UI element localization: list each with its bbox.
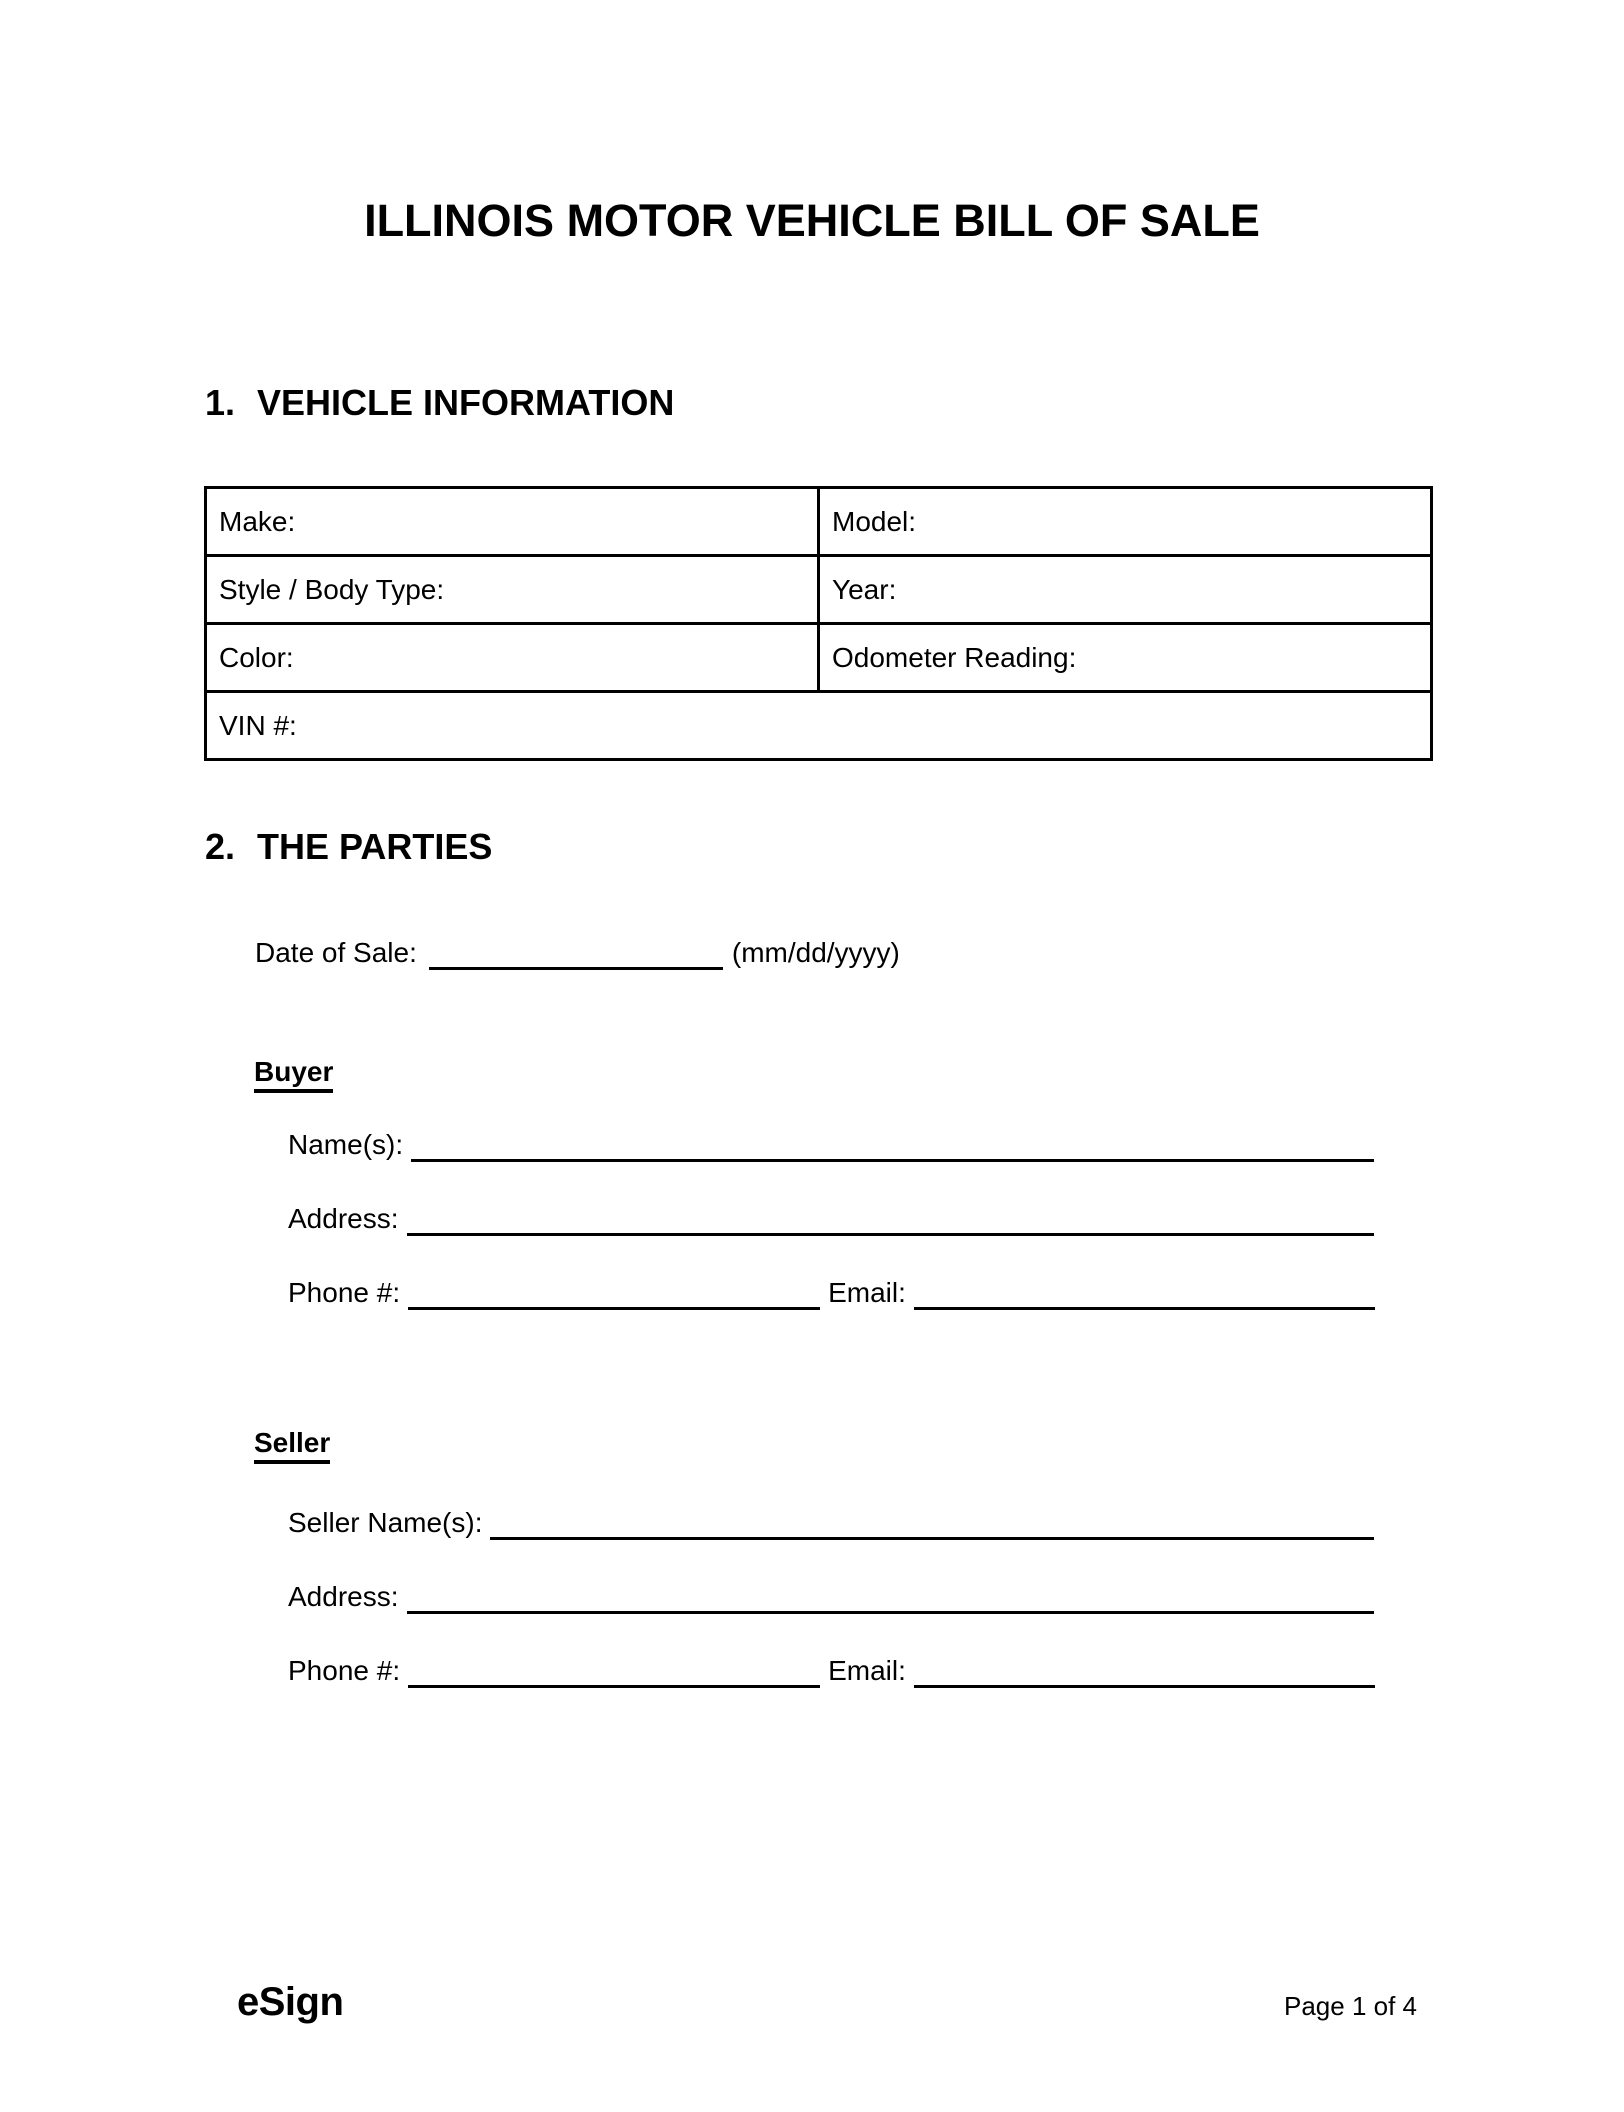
seller-address-row: [288, 1580, 1374, 1614]
odometer-reading-field-cell[interactable]: Odometer Reading:: [819, 624, 1432, 692]
vehicle-info-table: [204, 486, 1433, 761]
buyer-name-input-line[interactable]: [411, 1128, 1374, 1162]
buyer-email-input-line[interactable]: [914, 1276, 1375, 1310]
table-row: [206, 692, 1432, 760]
vin-field-cell[interactable]: VIN #:: [206, 692, 1432, 760]
section-title: VEHICLE INFORMATION: [257, 382, 675, 423]
seller-name-label: Seller Name(s):: [288, 1507, 483, 1538]
seller-phone-email-row: [288, 1654, 1375, 1688]
date-format-hint: (mm/dd/yyyy): [731, 937, 900, 968]
document-title: ILLINOIS MOTOR VEHICLE BILL OF SALE: [364, 195, 1260, 246]
date-of-sale-input-line[interactable]: [429, 936, 723, 970]
seller-section-heading: Seller: [254, 1428, 330, 1464]
seller-email-input-line[interactable]: [914, 1654, 1375, 1688]
date-of-sale-label: Date of Sale:: [255, 937, 417, 968]
section-heading-vehicle-information: [205, 382, 675, 423]
make-field-cell[interactable]: Make:: [206, 488, 819, 556]
page-indicator: Page 1 of 4: [1284, 1991, 1417, 2021]
section-heading-the-parties: [205, 826, 493, 867]
buyer-phone-email-row: [288, 1276, 1375, 1310]
seller-email-label: Email:: [828, 1655, 906, 1686]
table-row: [206, 556, 1432, 624]
buyer-name-row: [288, 1128, 1374, 1162]
model-field-cell[interactable]: Model:: [819, 488, 1432, 556]
buyer-address-row: [288, 1202, 1374, 1236]
section-number: 1.: [205, 382, 236, 423]
seller-phone-input-line[interactable]: [408, 1654, 820, 1688]
table-row: [206, 488, 1432, 556]
seller-phone-label: Phone #:: [288, 1655, 401, 1686]
seller-address-label: Address:: [288, 1581, 399, 1612]
seller-name-input-line[interactable]: [490, 1506, 1374, 1540]
seller-address-input-line[interactable]: [407, 1580, 1375, 1614]
year-field-cell[interactable]: Year:: [819, 556, 1432, 624]
date-of-sale-row: [255, 936, 955, 970]
buyer-name-label: Name(s):: [288, 1129, 404, 1160]
color-field-cell[interactable]: Color:: [206, 624, 819, 692]
buyer-phone-input-line[interactable]: [408, 1276, 820, 1310]
buyer-section-heading: Buyer: [254, 1057, 333, 1093]
section-title: THE PARTIES: [257, 826, 493, 867]
buyer-address-label: Address:: [288, 1203, 399, 1234]
buyer-address-input-line[interactable]: [407, 1202, 1375, 1236]
seller-name-row: [288, 1506, 1374, 1540]
buyer-phone-label: Phone #:: [288, 1277, 401, 1308]
section-number: 2.: [205, 826, 236, 867]
table-row: [206, 624, 1432, 692]
buyer-email-label: Email:: [828, 1277, 906, 1308]
esign-logo: eSign: [237, 1980, 344, 2024]
style-body-type-field-cell[interactable]: Style / Body Type:: [206, 556, 819, 624]
